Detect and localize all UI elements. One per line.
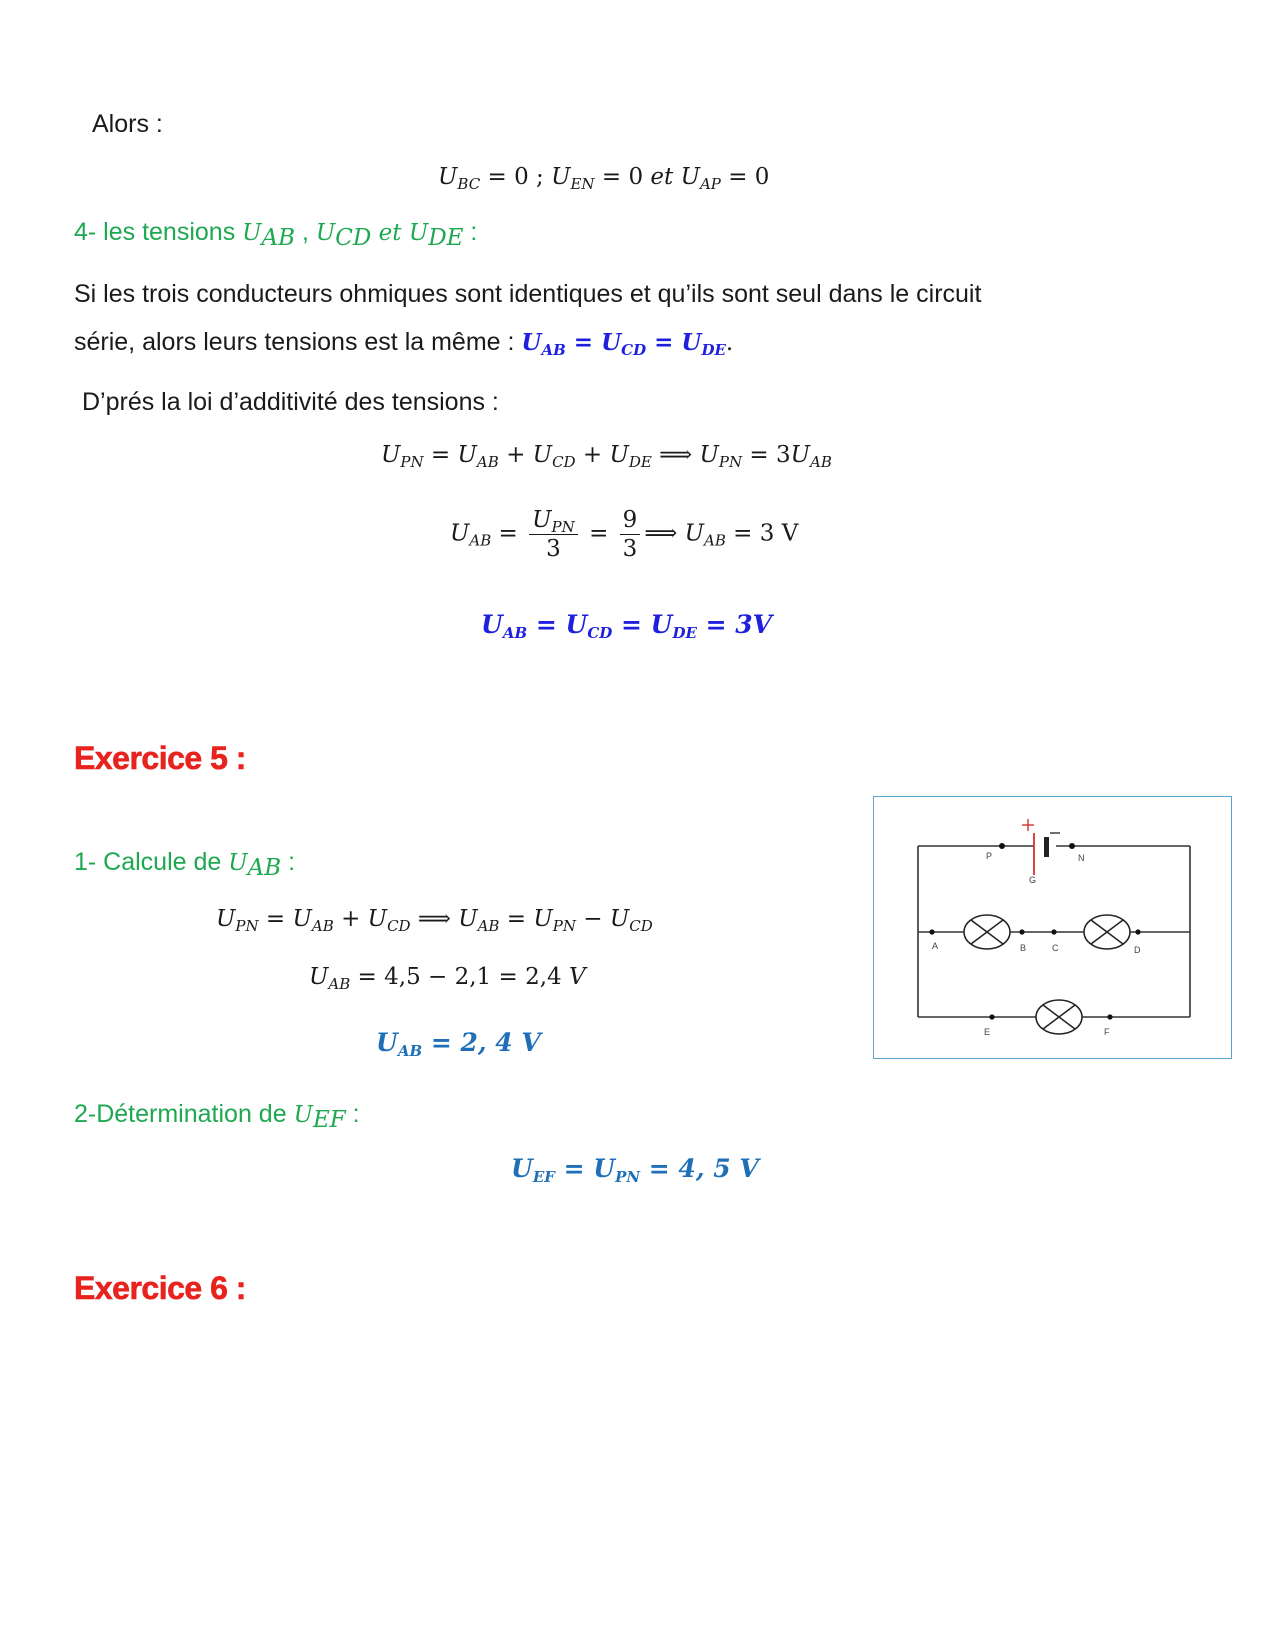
node-N: [1069, 843, 1075, 849]
exercise-5-title: Exercice 5 :: [74, 740, 246, 776]
circuit-diagram: [873, 796, 1232, 1059]
node-C: [1051, 929, 1056, 934]
label-G: G: [1029, 875, 1037, 885]
label-N: N: [1078, 853, 1085, 863]
alors-text: Alors :: [92, 110, 163, 138]
law-sentence: D’prés la loi d’additivité des tensions :: [82, 388, 499, 416]
paragraph-line-1: Si les trois conducteurs ohmiques sont identiques et qu’ils sont seul dans le circuit: [74, 280, 982, 308]
label-B: B: [1020, 943, 1027, 953]
node-P: [999, 843, 1005, 849]
equation-zero-tensions: $U_{BC} = 0$ ; $U_{EN} = 0$ et $U_{AP} = 0$: [438, 164, 770, 193]
lamp-1-icon: [964, 915, 1010, 949]
q1-result: $U_{AB} = 2$, 4 V: [376, 1028, 541, 1060]
node-F: [1107, 1014, 1112, 1019]
label-D: D: [1134, 945, 1141, 955]
lamp-3-icon: [1036, 1000, 1082, 1034]
fraction-equation: $U_{AB}$ = $\frac{U_{PN}}{3}$ = $\frac{9}{3}$ ⟹ $U_{AB} = 3$ V: [450, 507, 799, 562]
node-D: [1135, 929, 1140, 934]
label-A: A: [932, 941, 939, 951]
exercise-6-title: Exercice 6 :: [74, 1270, 246, 1306]
node-B: [1019, 929, 1024, 934]
question-2-heading: 2-Détermination de $U_{EF}$ :: [74, 1100, 360, 1133]
result-3v: $U_{AB} = U_{CD} = U_{DE} = 3V$: [481, 610, 773, 642]
paragraph-line-2: série, alors leurs tensions est la même : $U_{AB} = U_{CD} = U_{DE}$.: [74, 328, 734, 359]
label-E: E: [984, 1027, 991, 1037]
circuit-svg: [874, 797, 1230, 1057]
label-F: F: [1104, 1027, 1110, 1037]
battery-minus-plate: [1044, 837, 1049, 857]
node-A: [929, 929, 934, 934]
q1-equation-numeric: $U_{AB} = 4,5 - 2,1 = 2,4$ V: [309, 964, 586, 993]
equal-tensions-equation: $U_{AB} = U_{CD} = U_{DE}$: [521, 329, 726, 359]
question-4-heading: 4- les tensions $U_{AB}$ , $U_{CD}$ et $U_{DE}$ :: [74, 218, 478, 251]
question-1-heading: 1- Calcule de $U_{AB}$ :: [74, 848, 296, 881]
lamp-2-icon: [1084, 915, 1130, 949]
node-E: [989, 1014, 994, 1019]
q1-equation-derivation: $U_{PN} = U_{AB} + U_{CD}$ ⟹ $U_{AB} = U_{PN} - U_{CD}$: [216, 906, 653, 935]
additivity-equation: $U_{PN} = U_{AB} + U_{CD} + U_{DE}$ ⟹ $U_{PN} = 3U_{AB}$: [381, 442, 832, 471]
label-C: C: [1052, 943, 1059, 953]
q2-result: $U_{EF} = U_{PN} = 4$, 5 V: [511, 1154, 759, 1186]
label-P: P: [986, 851, 993, 861]
